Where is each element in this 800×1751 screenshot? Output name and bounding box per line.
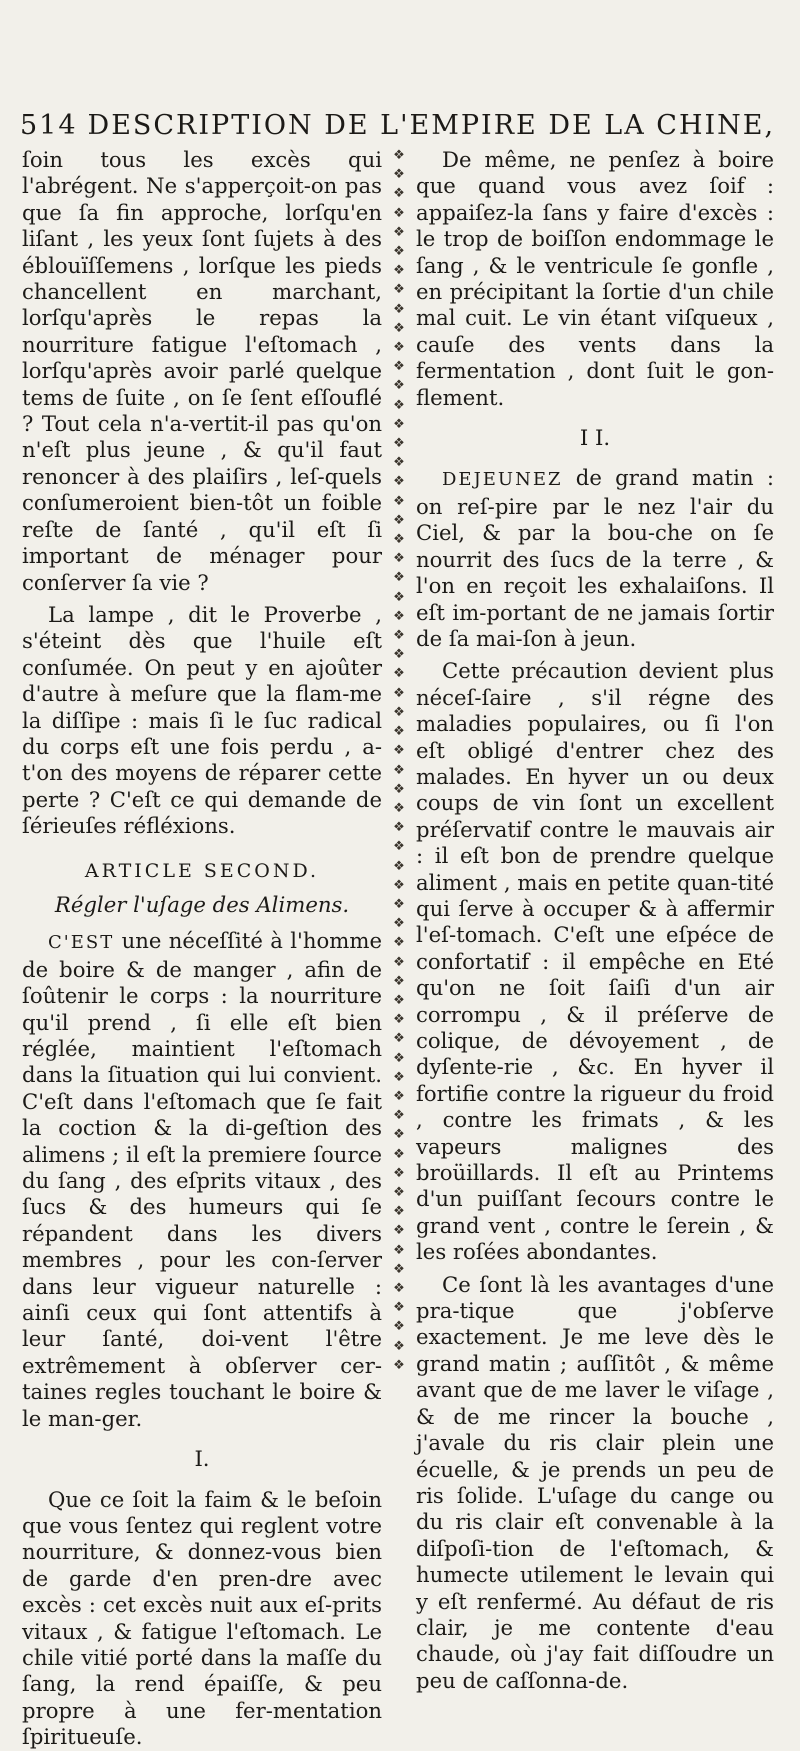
fleuron-column-rule-icon: ❖ (393, 436, 405, 452)
fleuron-column-rule-icon: ❖ (393, 1319, 405, 1335)
paragraph: De même, ne penſez à boire que quand vous avez ſoif : appaiſez-la ſans y faire d'excès : le trop de boiſſon endommage le ſang , & le ventricule ſe gonfle , en précipitant la ſortie d'un chile mal cuit. Le vin étant viſqueux , cauſe des vents dans la fermentation , dont ſuit le gon-flement. (416, 147, 774, 410)
fleuron-column-rule-icon: ❖ (393, 916, 405, 932)
fleuron-column-rule-icon: ❖ (393, 877, 405, 893)
fleuron-column-rule-icon: ❖ (393, 474, 405, 490)
fleuron-column-rule-icon: ❖ (393, 608, 405, 624)
fleuron-column-rule-icon: ❖ (393, 186, 405, 202)
paragraph: ſoin tous les excès qui l'abrégent. Ne s'apperçoit-on pas que ſa fin approche, lorſqu'en liſant , les yeux ſont ſujets à des éblouïſſemens , lorſque les pieds chancellent en marchant, lorſqu'après le repas la nourriture fatigue l'eſtomach , lorſqu'après avoir parlé quelque tems de ſuite , on ſe ſent eſſouflé ? Tout cela n'a-vertit-il pas qu'on n'eſt plus jeune , & qu'il faut renoncer à des plaiſirs , leſ-quels conſumeroient bien-tôt un foible reſte de ſanté , qu'il eſt ſi important de ménager pour conſerver ſa vie ? (22, 147, 382, 595)
fleuron-column-rule-icon: ❖ (393, 1050, 405, 1066)
fleuron-column-rule-icon: ❖ (393, 1242, 405, 1258)
fleuron-column-rule-icon: ❖ (393, 724, 405, 740)
fleuron-column-rule-icon: ❖ (393, 839, 405, 855)
fleuron-column-rule-icon: ❖ (393, 301, 405, 317)
fleuron-column-rule-icon: ❖ (393, 704, 405, 720)
fleuron-column-rule-icon: ❖ (393, 205, 405, 221)
paragraph: Cette précaution devient plus néceſ-ſaire , s'il régne des maladies populaires, ou ſi l'on eſt obligé d'entrer chez des malades. En hyver un ou deux coups de vin ſont un excellent préſervatif contre le mauvais air : il eſt bon de prendre quelque aliment , mais en petite quan-tité qui ſerve à occuper & à affermir l'eſ-tomach. C'eſt une eſpéce de confortatif : il empêche en Eté qu'on ne ſoit ſaiſi d'un air corrompu , & il préſerve de colique, de dévoyement , de dyſente-rie , &c. En hyver il fortifie contre la rigueur du froid , contre les frimats , & les vapeurs malignes des broüillards. Il eſt au Printems d'un puiſſant ſecours contre le grand vent , contre le ſerein , & les roſées abondantes. (416, 658, 774, 1265)
fleuron-column-rule-icon: ❖ (393, 493, 405, 509)
fleuron-column-rule-icon: ❖ (393, 1146, 405, 1162)
fleuron-column-rule-icon: ❖ (393, 320, 405, 336)
fleuron-column-rule-icon: ❖ (393, 820, 405, 836)
running-header (20, 110, 776, 150)
fleuron-column-rule-icon: ❖ (393, 397, 405, 413)
paragraph: La lampe , dit le Proverbe , s'éteint dès que l'huile eſt conſumée. On peut y en ajoûter d'autre à meſure que la flam-me la diſſipe : mais ſi le ſuc radical du corps eſt une fois perdu , a-t'on des moyens de réparer cette perte ? C'eſt ce qui demande de ſérieuſes réfléxions. (22, 601, 382, 839)
fleuron-column-rule-icon: ❖ (393, 992, 405, 1008)
left-column (22, 147, 382, 1751)
fleuron-column-rule-icon: ❖ (393, 416, 405, 432)
fleuron-column-rule-icon: ❖ (393, 1300, 405, 1316)
fleuron-column-rule-icon: ❖ (393, 1108, 405, 1124)
fleuron-column-rule-icon: ❖ (393, 512, 405, 528)
ornamental-column-divider (392, 146, 406, 1376)
section-numeral: I. (194, 1446, 210, 1472)
fleuron-column-rule-icon: ❖ (393, 1204, 405, 1220)
fleuron-column-rule-icon: ❖ (393, 1357, 405, 1373)
fleuron-column-rule-icon: ❖ (393, 1184, 405, 1200)
fleuron-column-rule-icon: ❖ (393, 1280, 405, 1296)
right-column (416, 147, 774, 1694)
fleuron-column-rule-icon: ❖ (393, 743, 405, 759)
fleuron-column-rule-icon: ❖ (393, 1012, 405, 1028)
fleuron-column-rule-icon: ❖ (393, 896, 405, 912)
fleuron-column-rule-icon: ❖ (393, 647, 405, 663)
lead-word: C'EST (48, 932, 115, 954)
section-numeral: I I. (579, 425, 611, 451)
paragraph-text: de grand matin : on reſ-pire par le nez l'air du Ciel, & par la bou-che on ſe nourrit des ſucs de la terre , & l'on en reçoit les exhalaiſons. Il eſt im-portant de ne jamais ſortir de ſa mai-ſon à jeun. (416, 465, 774, 651)
lead-word: DEJEUNEZ (442, 469, 563, 491)
fleuron-column-rule-icon: ❖ (393, 148, 405, 163)
fleuron-column-rule-icon: ❖ (393, 378, 405, 394)
paragraph-text: une néceſſité à l'homme de boire & de manger , afin de ſoûtenir le corps : la nourriture qu'il prend , ſi elle eſt bien réglée, maintient l'eſtomach dans la ſituation qui lui convient. C'eſt dans l'eſtomach que ſe fait la coction & la di-geſtion des alimens ; il eſt la premiere ſource du ſang , des eſprits vitaux , des ſucs & des humeurs qui ſe répandent dans les divers membres , pour les con-ſerver dans leur vigueur naturelle : ainſi ceux qui ſont attentifs à leur ſanté, doi-vent l'être extrêmement à obſerver cer-taines regles touchant le boire & le man-ger. (22, 928, 382, 1431)
fleuron-column-rule-icon: ❖ (393, 1261, 405, 1277)
fleuron-column-rule-icon: ❖ (393, 954, 405, 970)
fleuron-column-rule-icon: ❖ (393, 858, 405, 874)
fleuron-column-rule-icon: ❖ (393, 1069, 405, 1085)
fleuron-column-rule-icon: ❖ (393, 244, 405, 260)
fleuron-column-rule-icon: ❖ (393, 532, 405, 548)
fleuron-column-rule-icon: ❖ (393, 551, 405, 567)
fleuron-column-rule-icon: ❖ (393, 263, 405, 279)
page-number: 514 (20, 110, 78, 141)
fleuron-column-rule-icon: ❖ (393, 455, 405, 471)
paragraph (22, 928, 382, 1432)
fleuron-column-rule-icon: ❖ (393, 935, 405, 951)
fleuron-column-rule-icon: ❖ (393, 973, 405, 989)
fleuron-column-rule-icon: ❖ (393, 685, 405, 701)
fleuron-column-rule-icon: ❖ (393, 1088, 405, 1104)
fleuron-column-rule-icon: ❖ (393, 800, 405, 816)
paragraph: Ce ſont là les avantages d'une pra-tique que j'obſerve exactement. Je me leve dès le grand matin ; auſſitôt , & même avant que de me laver le viſage , & de me rincer la bouche , j'avale du ris clair plein une écuelle, & je prends un peu de ris ſolide. L'uſage du cange ou du ris clair eſt convenable à la diſpoſi-tion de l'eſtomach, & humecte utilement le levain qui y eſt renfermé. Au défaut de ris clair, je me contente d'eau chaude, où j'ay fait diſſoudre un peu de caſſonna-de. (416, 1271, 774, 1693)
fleuron-column-rule-icon: ❖ (393, 359, 405, 375)
fleuron-column-rule-icon: ❖ (393, 762, 405, 778)
article-title: ARTICLE SECOND. (84, 859, 320, 882)
fleuron-column-rule-icon: ❖ (393, 781, 405, 797)
fleuron-column-rule-icon: ❖ (393, 167, 405, 183)
fleuron-column-rule-icon: ❖ (393, 282, 405, 298)
running-title: DESCRIPTION DE L'EMPIRE DE LA CHINE, (87, 110, 776, 141)
fleuron-column-rule-icon: ❖ (393, 628, 405, 644)
fleuron-column-rule-icon: ❖ (393, 570, 405, 586)
paragraph: Que ce ſoit la faim & le beſoin que vous ſentez qui reglent votre nourriture, & donnez-vous bien de garde d'en pren-dre avec excès : cet excès nuit aux eſ-prits vitaux , & fatigue l'eſtomach. Le chile vitié porté dans la maſſe du ſang, la rend épaiſſe, & peu propre à une fer-mentation ſpiritueuſe. (22, 1486, 382, 1750)
fleuron-column-rule-icon: ❖ (393, 1127, 405, 1143)
fleuron-column-rule-icon: ❖ (393, 1031, 405, 1047)
fleuron-column-rule-icon: ❖ (393, 1223, 405, 1239)
fleuron-column-rule-icon: ❖ (393, 340, 405, 356)
fleuron-column-rule-icon: ❖ (393, 1165, 405, 1181)
fleuron-column-rule-icon: ❖ (393, 224, 405, 240)
fleuron-column-rule-icon: ❖ (393, 666, 405, 682)
article-subtitle: Régler l'uſage des Alimens. (54, 891, 350, 917)
fleuron-column-rule-icon: ❖ (393, 1338, 405, 1354)
fleuron-column-rule-icon: ❖ (393, 589, 405, 605)
paragraph (416, 465, 774, 652)
